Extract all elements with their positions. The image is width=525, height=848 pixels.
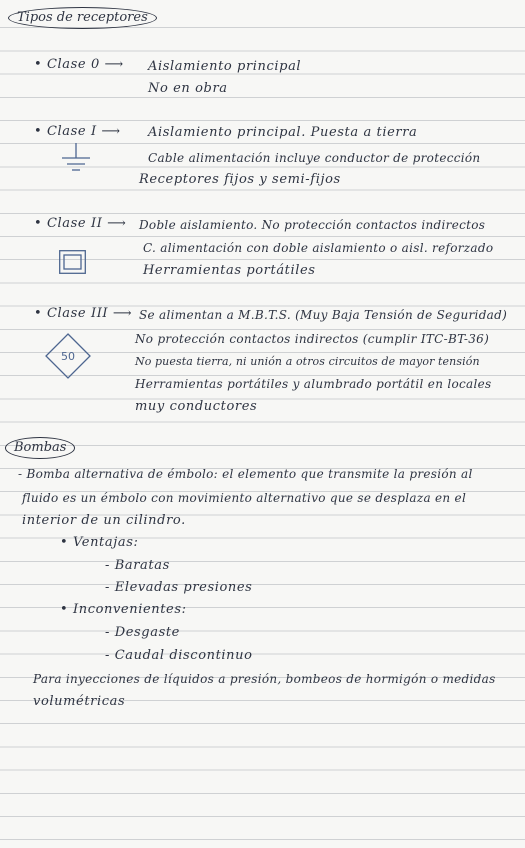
bomba-line3: interior de un cilindro. [22,513,186,528]
clase3-line4: Herramientas portátiles y alumbrado portátil en locales [135,377,492,391]
bomba-uso-line2: volumétricas [33,694,126,709]
clase3-line3: No puesta tierra, ni unión a otros circuitos de mayor tensión [135,355,480,368]
ventaja-item: - Elevadas presiones [105,580,253,595]
clase0-label: • Clase 0 ⟶ [34,57,124,72]
clase0-line1: Aislamiento principal [148,59,302,74]
clase1-label: • Clase I ⟶ [34,124,121,139]
clase0-line2: No en obra [148,81,228,96]
clase1-line1: Aislamiento principal. Puesta a tierra [148,125,418,140]
clase3-line5: muy conductores [135,399,258,414]
clase3-line1: Se alimentan a M.B.T.S. (Muy Baja Tensión de Seguridad) [139,308,508,322]
clase1-line2: Cable alimentación incluye conductor de protección [148,151,481,165]
clase2-line3: Herramientas portátiles [143,263,316,278]
ventaja-item: - Baratas [105,558,170,573]
clase3-line2: No protección contactos indirectos (cumplir ITC-BT-36) [135,332,490,346]
clase1-line3: Receptores fijos y semi-fijos [139,172,341,187]
double-square-symbol-icon [59,250,86,274]
inconveniente-item: - Caudal discontinuo [105,648,253,663]
mbts-symbol-text: 50 [61,350,75,363]
clase2-line2: C. alimentación con doble aislamiento o aisl. reforzado [143,241,494,255]
heading-bombas: Bombas [5,437,75,459]
inconvenientes-title: • Inconvenientes: [60,602,187,617]
ventajas-title: • Ventajas: [60,535,139,550]
mbts-diamond-symbol-icon [45,333,91,379]
bomba-line1: - Bomba alternativa de émbolo: el elemento que transmite la presión al [18,467,473,481]
clase2-label: • Clase II ⟶ [34,216,127,231]
bomba-line2: fluido es un émbolo con movimiento alternativo que se desplaza en el [22,491,467,505]
heading-tipos-receptores: Tipos de receptores [8,7,157,29]
ground-symbol-icon [60,143,92,175]
inconveniente-item: - Desgaste [105,625,180,640]
clase3-label: • Clase III ⟶ [34,306,133,321]
clase2-line1: Doble aislamiento. No protección contactos indirectos [139,218,486,232]
bomba-uso-line1: Para inyecciones de líquidos a presión, bombeos de hormigón o medidas [33,672,496,686]
